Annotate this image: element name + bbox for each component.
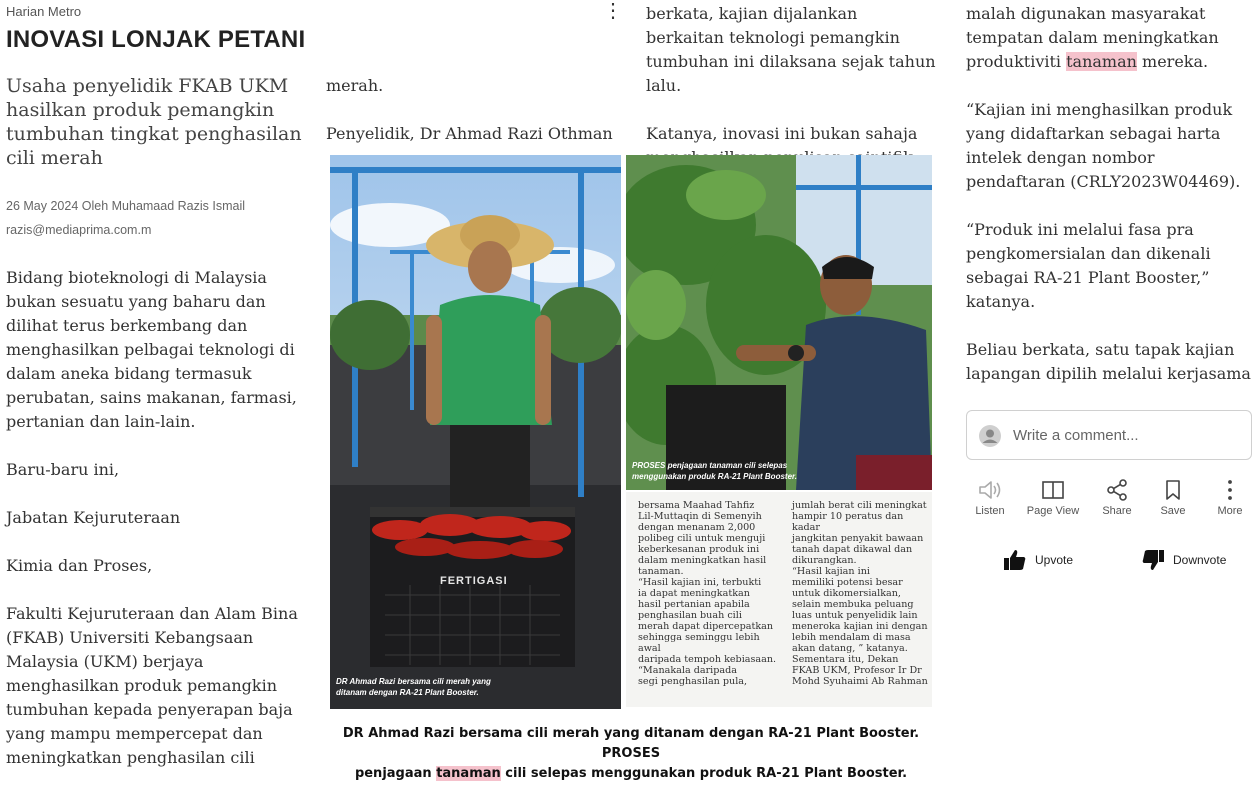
publication-name: Harian Metro: [6, 4, 82, 19]
author-email: razis@mediaprima.com.m: [6, 223, 152, 237]
crate-label: FERTIGASI: [440, 575, 508, 587]
article-title: INOVASI LONJAK PETANI: [6, 26, 306, 53]
scan-column-1: bersama Maahad Tahfiz Lil-Muttaqin di Semenyih dengan menanam 2,000 polibeg cili untuk menguji keberkesanan produk ini dalam meningkatkan hasil tanaman. “Hasil kajian ini, terbukti ia dapat meningkatkan hasil pertanian apabila penghasilan buah cili merah dapat dipercepatkan sehingga seminggu lebih awal daripada tempoh kebiasaan. “Manakala daripada segi penghasilan pula,: [638, 500, 777, 687]
share-button[interactable]: [1090, 478, 1144, 517]
photo-caption-2: PROSES penjagaan tanaman cili selepas menggunakan produk RA-21 Plant Booster.: [632, 461, 797, 481]
upvote-label: Upvote: [1035, 553, 1074, 567]
paragraph: Jabatan Kejuruteraan: [6, 508, 181, 527]
article-column-1: [6, 266, 306, 794]
search-highlight: tanaman: [1066, 52, 1137, 71]
scan-column-2: jumlah berat cili meningkat hampir 10 peratus dan kadar jangkitan penyakit bawaan tanah dapat dikawal dan dikurangkan. “Hasil kajian ini memiliki potensi besar untuk dikomersialkan, selain membuka peluang luas untuk penyelidik lain meneroka kajian ini dengan lebih mendalam di masa akan datang, ” katanya. Sementara itu, Dekan FKAB UKM, Profesor Ir Dr Mohd Syuhaimi Ab Rahman: [792, 500, 928, 687]
downvote-label: Downvote: [1173, 553, 1227, 567]
upvote-button[interactable]: [1003, 548, 1073, 572]
photo-illustration: [626, 155, 932, 490]
more-label: More: [1217, 505, 1243, 517]
paragraph: “Kajian ini menghasilkan produk yang didaftarkan sebagai harta intelek dengan nombor pendaftaran (CRLY2023W04469).: [966, 100, 1241, 191]
save-label: Save: [1160, 505, 1186, 517]
scanned-newspaper-text: [626, 492, 932, 707]
kebab-vertical-icon[interactable]: ⋮: [603, 0, 623, 22]
paragraph: Katanya, inovasi ini bukan sahaja: [646, 124, 918, 143]
paragraph: Kimia dan Proses,: [6, 556, 153, 575]
bookmark-icon: [1160, 478, 1186, 502]
paragraph: Fakulti Kejuruteraan dan Alam Bina (FKAB) Universiti Kebangsaan Malaysia (UKM) berjaya menghasilkan produk pemangkin tumbuhan kepada penyerapan baja yang mampu mempercepat dan meningkatkan penghasilan cili: [6, 604, 298, 767]
article-column-4: [966, 2, 1256, 410]
user-avatar-icon: [979, 425, 1001, 447]
more-vertical-icon: [1217, 478, 1243, 502]
paragraph: Bidang bioteknologi di Malaysia bukan sesuatu yang baharu dan dilihat terus berkembang dan menghasilkan pelbagai teknologi di dalam aneka bidang termasuk perubatan, sains makanan, farmasi, pertanian dan lain-lain.: [6, 268, 297, 431]
downvote-button[interactable]: [1141, 548, 1226, 572]
comment-input[interactable]: [966, 410, 1252, 460]
share-icon: [1104, 478, 1130, 502]
paragraph: Penyelidik, Dr Ahmad Razi Othman: [326, 124, 613, 143]
comment-placeholder: Write a comment...: [1013, 427, 1139, 444]
paragraph: Baru-baru ini,: [6, 460, 120, 479]
photo-researcher-with-chili: [330, 155, 621, 709]
photo-caption-1: DR Ahmad Razi bersama cili merah yang ditanam dengan RA-21 Plant Booster.: [336, 677, 491, 697]
listen-button[interactable]: [963, 478, 1017, 517]
date-author: 26 May 2024 Oleh Muhamaad Razis Ismail: [6, 199, 246, 213]
photo-illustration: [330, 155, 621, 709]
listen-label: Listen: [975, 505, 1005, 517]
book-open-icon: [1040, 478, 1066, 502]
article-toolbar: [966, 478, 1260, 524]
search-highlight: tanaman: [436, 766, 501, 781]
article-subtitle: Usaha penyelidik FKAB UKM hasilkan produk pemangkin tumbuhan tingkat penghasilan cili merah: [6, 75, 302, 169]
paragraph: merah.: [326, 76, 384, 95]
photo-tending-plants: [626, 155, 932, 490]
thumbs-down-icon: [1141, 549, 1165, 571]
page-view-button[interactable]: [1026, 478, 1080, 517]
image-caption: DR Ahmad Razi bersama cili merah yang ditanam dengan RA-21 Plant Booster. PROSES penjagaan tanaman cili selepas menggunakan produk RA-21 Plant Booster.: [342, 726, 920, 781]
more-button[interactable]: [1203, 478, 1257, 517]
paragraph: Beliau berkata, satu tapak kajian lapangan dipilih melalui kerjasama: [966, 340, 1251, 383]
save-button[interactable]: [1146, 478, 1200, 517]
paragraph: berkata, kajian dijalankan berkaitan teknologi pemangkin tumbuhan ini dilaksana sejak tahun lalu.: [646, 4, 936, 95]
paragraph: “Produk ini melalui fasa pra pengkomersialan dan dikenali sebagai RA-21 Plant Booster,” katanya.: [966, 220, 1211, 311]
thumbs-up-icon: [1003, 549, 1027, 571]
share-label: Share: [1102, 505, 1132, 517]
paragraph: malah digunakan masyarakat tempatan dalam meningkatkan produktiviti tanaman mereka.: [966, 4, 1219, 71]
page-view-label: Page View: [1026, 505, 1080, 517]
speaker-icon: [977, 478, 1003, 502]
